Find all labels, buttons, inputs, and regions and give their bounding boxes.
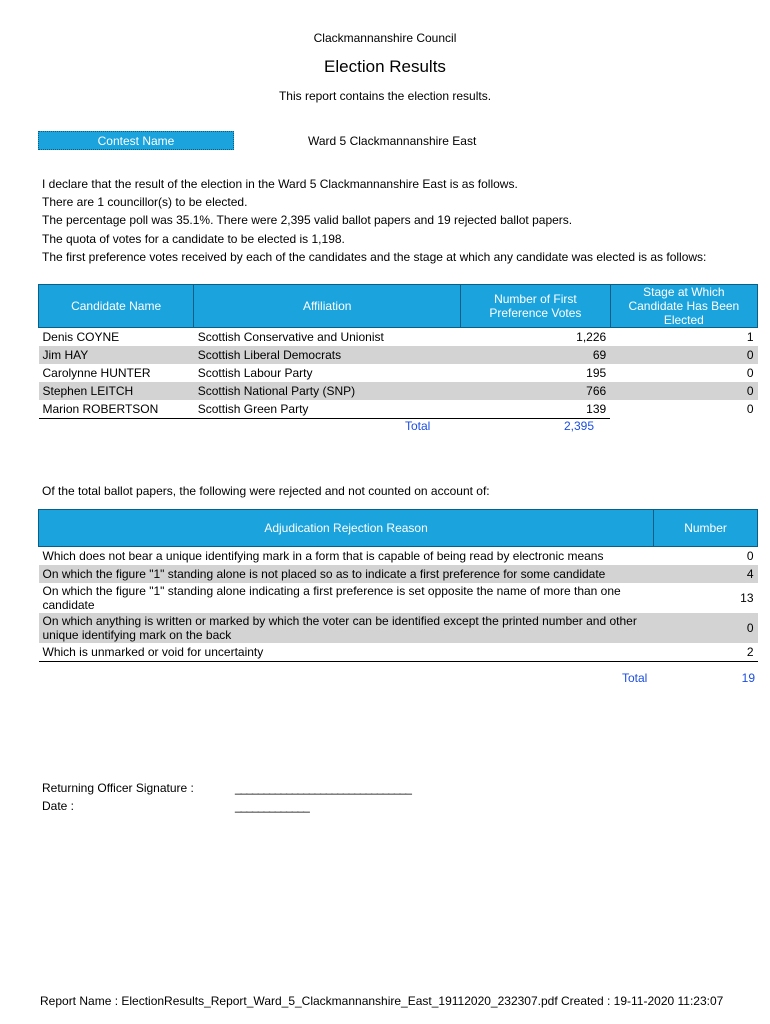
rejected-intro: Of the total ballot papers, the following were rejected and not counted on account of: — [42, 484, 490, 498]
table-row — [39, 613, 758, 643]
declaration-line: The percentage poll was 35.1%. There were 2,395 valid ballot papers and 19 rejected ballot papers. — [42, 213, 573, 227]
candidates-total-label: Total — [405, 419, 431, 433]
candidate-stage: 0 — [610, 346, 757, 364]
table-row — [39, 328, 758, 347]
candidates-total-value: 2,395 — [563, 419, 594, 433]
contest-name-label: Contest Name — [38, 131, 234, 150]
rejection-number: 0 — [654, 613, 758, 643]
column-header: Adjudication Rejection Reason — [39, 510, 654, 547]
candidate-name: Stephen LEITCH — [39, 382, 194, 400]
candidate-stage: 0 — [746, 402, 754, 417]
signature-label: Returning Officer Signature : — [42, 781, 194, 795]
table-row — [39, 583, 758, 613]
column-header: Number of First Preference Votes — [461, 285, 611, 328]
candidate-stage: 0 — [610, 382, 757, 400]
table-row — [39, 400, 758, 419]
candidate-affiliation: Scottish Liberal Democrats — [194, 346, 461, 364]
signature-line: _______________________________ — [235, 781, 411, 795]
rejection-number: 2 — [654, 643, 758, 662]
declaration-line: There are 1 councillor(s) to be elected. — [42, 195, 248, 209]
council-name: Clackmannanshire Council — [313, 31, 457, 45]
candidate-affiliation: Scottish Green Party — [194, 400, 461, 419]
page-subtitle: This report contains the election results. — [278, 89, 492, 103]
table-row — [39, 643, 758, 662]
rejection-table — [38, 509, 758, 662]
date-label: Date : — [42, 799, 75, 813]
rejection-number: 0 — [746, 549, 754, 563]
candidate-stage: 1 — [746, 330, 754, 344]
candidate-name: Marion ROBERTSON — [39, 400, 194, 419]
candidate-votes: 69 — [461, 346, 611, 364]
column-header: Affiliation — [194, 285, 461, 328]
candidate-name: Denis COYNE — [42, 330, 120, 344]
rejection-reason: On which anything is written or marked by which the voter can be identified except the printed number and other unique identifying mark on the back — [39, 613, 654, 643]
declaration-line: The quota of votes for a candidate to be elected is 1,198. — [42, 232, 345, 246]
column-header: Stage at Which Candidate Has Been Elected — [610, 285, 757, 328]
rejection-reason: Which is unmarked or void for uncertainty — [39, 643, 654, 662]
page-title: Election Results — [324, 57, 446, 76]
rejection-total-label: Total — [622, 671, 648, 685]
column-header: Number — [654, 510, 758, 547]
column-header: Candidate Name — [39, 285, 194, 328]
table-row — [39, 346, 758, 364]
candidate-stage: 0 — [746, 366, 754, 380]
candidate-affiliation: Scottish Conservative and Unionist — [197, 330, 384, 344]
rejection-reason: On which the figure "1" standing alone is not placed so as to indicate a first preference for some candidate — [39, 565, 654, 583]
declaration-line: I declare that the result of the election in the Ward 5 Clackmannanshire East is as follows. — [42, 177, 518, 191]
candidate-votes: 195 — [586, 366, 607, 380]
date-line: _____________ — [235, 799, 309, 813]
contest-name-value: Ward 5 Clackmannanshire East — [308, 134, 477, 148]
candidate-votes: 1,226 — [576, 330, 607, 344]
table-row — [39, 382, 758, 400]
candidate-affiliation: Scottish National Party (SNP) — [194, 382, 461, 400]
rejection-number: 13 — [740, 591, 754, 605]
report-footer: Report Name : ElectionResults_Report_Ward_5_Clackmannanshire_East_19112020_232307.pdf Created : 19-11-2020 11:23:07 — [40, 994, 724, 1008]
rejection-number: 4 — [654, 565, 758, 583]
candidates-table — [38, 284, 758, 419]
rejection-reason: On which the figure "1" standing alone indicating a first preference is set opposite the name of more than one candidate — [42, 584, 621, 612]
table-row — [39, 364, 758, 382]
candidate-votes: 766 — [461, 382, 611, 400]
table-row — [39, 547, 758, 566]
rejection-reason: Which does not bear a unique identifying mark in a form that is capable of being read by electronic means — [42, 549, 604, 563]
candidate-affiliation: Scottish Labour Party — [197, 366, 313, 380]
declaration-line: The first preference votes received by each of the candidates and the stage at which any candidate was elected is as follows: — [42, 250, 707, 264]
candidate-name: Jim HAY — [39, 346, 194, 364]
rejection-total-value: 19 — [741, 671, 755, 685]
candidate-votes: 139 — [461, 400, 611, 419]
candidate-name: Carolynne HUNTER — [42, 366, 151, 380]
table-row — [39, 565, 758, 583]
